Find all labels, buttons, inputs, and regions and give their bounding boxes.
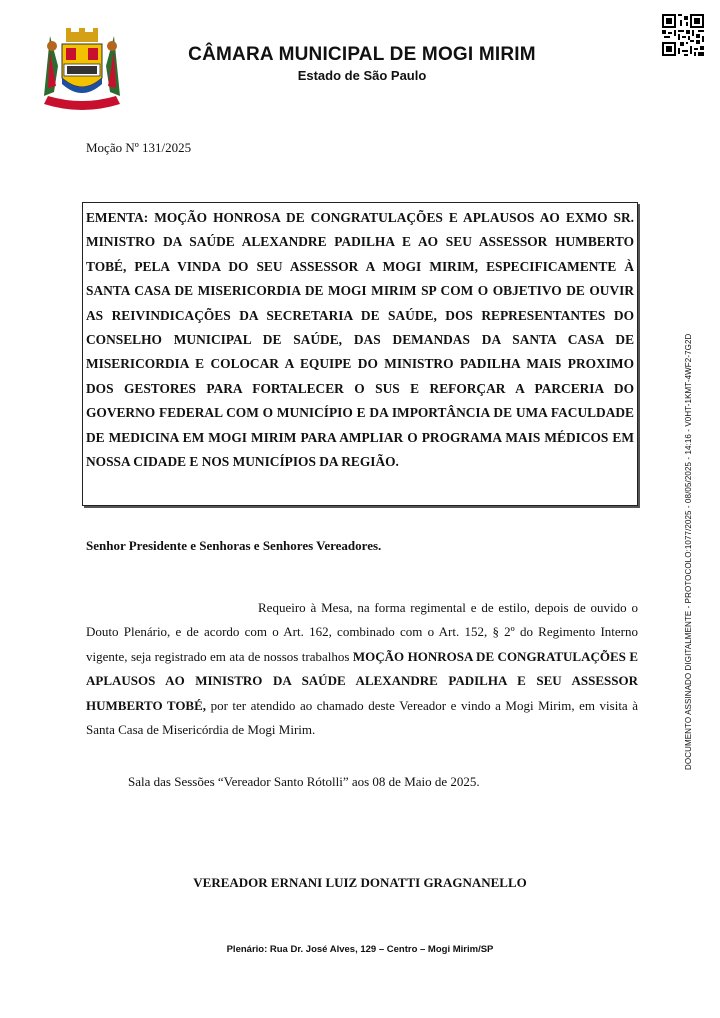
body-text-part1: Requeiro à Mesa, na forma regimental e de estilo, depois de ouvido o Douto Plenário, e de acordo com o Art. 162, combinado com o Art. 152, § 2º do Regimento Interno vigente, seja registrado em ata de nossos trabalhos: [86, 600, 638, 664]
qr-code-icon: [662, 14, 704, 56]
closing-line: Sala das Sessões “Vereador Santo Rótolli” aos 08 de Maio de 2025.: [128, 774, 480, 789]
footer-address: Plenário: Rua Dr. José Alves, 129 – Centro – Mogi Mirim/SP: [226, 944, 494, 955]
salutation: Senhor Presidente e Senhoras e Senhores Vereadores.: [86, 538, 382, 553]
motion-number: Moção Nº 131/2025: [86, 140, 192, 155]
digital-signature-stamp: DOCUMENTO ASSINADO DIGITALMENTE - PROTOCOLO:1077/2025 - 08/05/2025 - 14:16 - V0HT-1KMT-4WF2-7G2D: [684, 333, 693, 770]
institution-title: CÂMARA MUNICIPAL DE MOGI MIRIM: [188, 44, 536, 65]
municipal-coat-of-arms-icon: [36, 26, 128, 112]
signature-name: VEREADOR ERNANI LUIZ DONATTI GRAGNANELLO: [193, 875, 527, 890]
body-paragraph: [86, 596, 638, 742]
ementa-box: [82, 202, 638, 506]
body-text-part2: por ter atendido ao chamado deste Vereador e vindo a Mogi Mirim, em visita à Santa Casa de Misericórdia de Mogi Mirim.: [86, 697, 638, 738]
body-text-bold: MOÇÃO HONROSA DE CONGRATULAÇÕES E APLAUSOS AO MINISTRO DA SAÚDE ALEXANDRE PADILHA E SEU ASSESSOR HUMBERTO TOBÉ,: [86, 648, 639, 713]
ementa-text: EMENTA: MOÇÃO HONROSA DE CONGRATULAÇÕES E APLAUSOS AO EXMO SR. MINISTRO DA SAÚDE ALEXANDRE PADILHA E AO SEU ASSESSOR HUMBERTO TOBÉ, PELA VINDA DO SEU ASSESSOR A MOGI MIRIM, ESPECIFICAMENTE À SANTA CASA DE MISERICORDIA DE MOGI MIRIM SP COM O OBJETIVO DE OUVIR AS REIVINDICAÇÕES DA SECRETARIA DE SAÚDE, DOS REPRESENTANTES DO CONSELHO MUNICIPAL DE SAÚDE, DAS DEMANDAS DA SANTA CASA DE MISERICORDIA E COLOCAR A EQUIPE DO MINISTRO PADILHA MAIS PROXIMO DOS GESTORES PARA FORTALECER O SUS E REFORÇAR A PARCERIA DO GOVERNO FEDERAL COM O MUNICÍPIO E DA IMPORTÂNCIA DE UMA FACULDADE DE MEDICINA EM MOGI MIRIM PARA AMPLIAR O PROGRAMA MAIS MÉDICOS EM NOSSA CIDADE E NOS MUNICÍPIOS DA REGIÃO.: [86, 210, 634, 470]
institution-subtitle: Estado de São Paulo: [297, 68, 427, 83]
